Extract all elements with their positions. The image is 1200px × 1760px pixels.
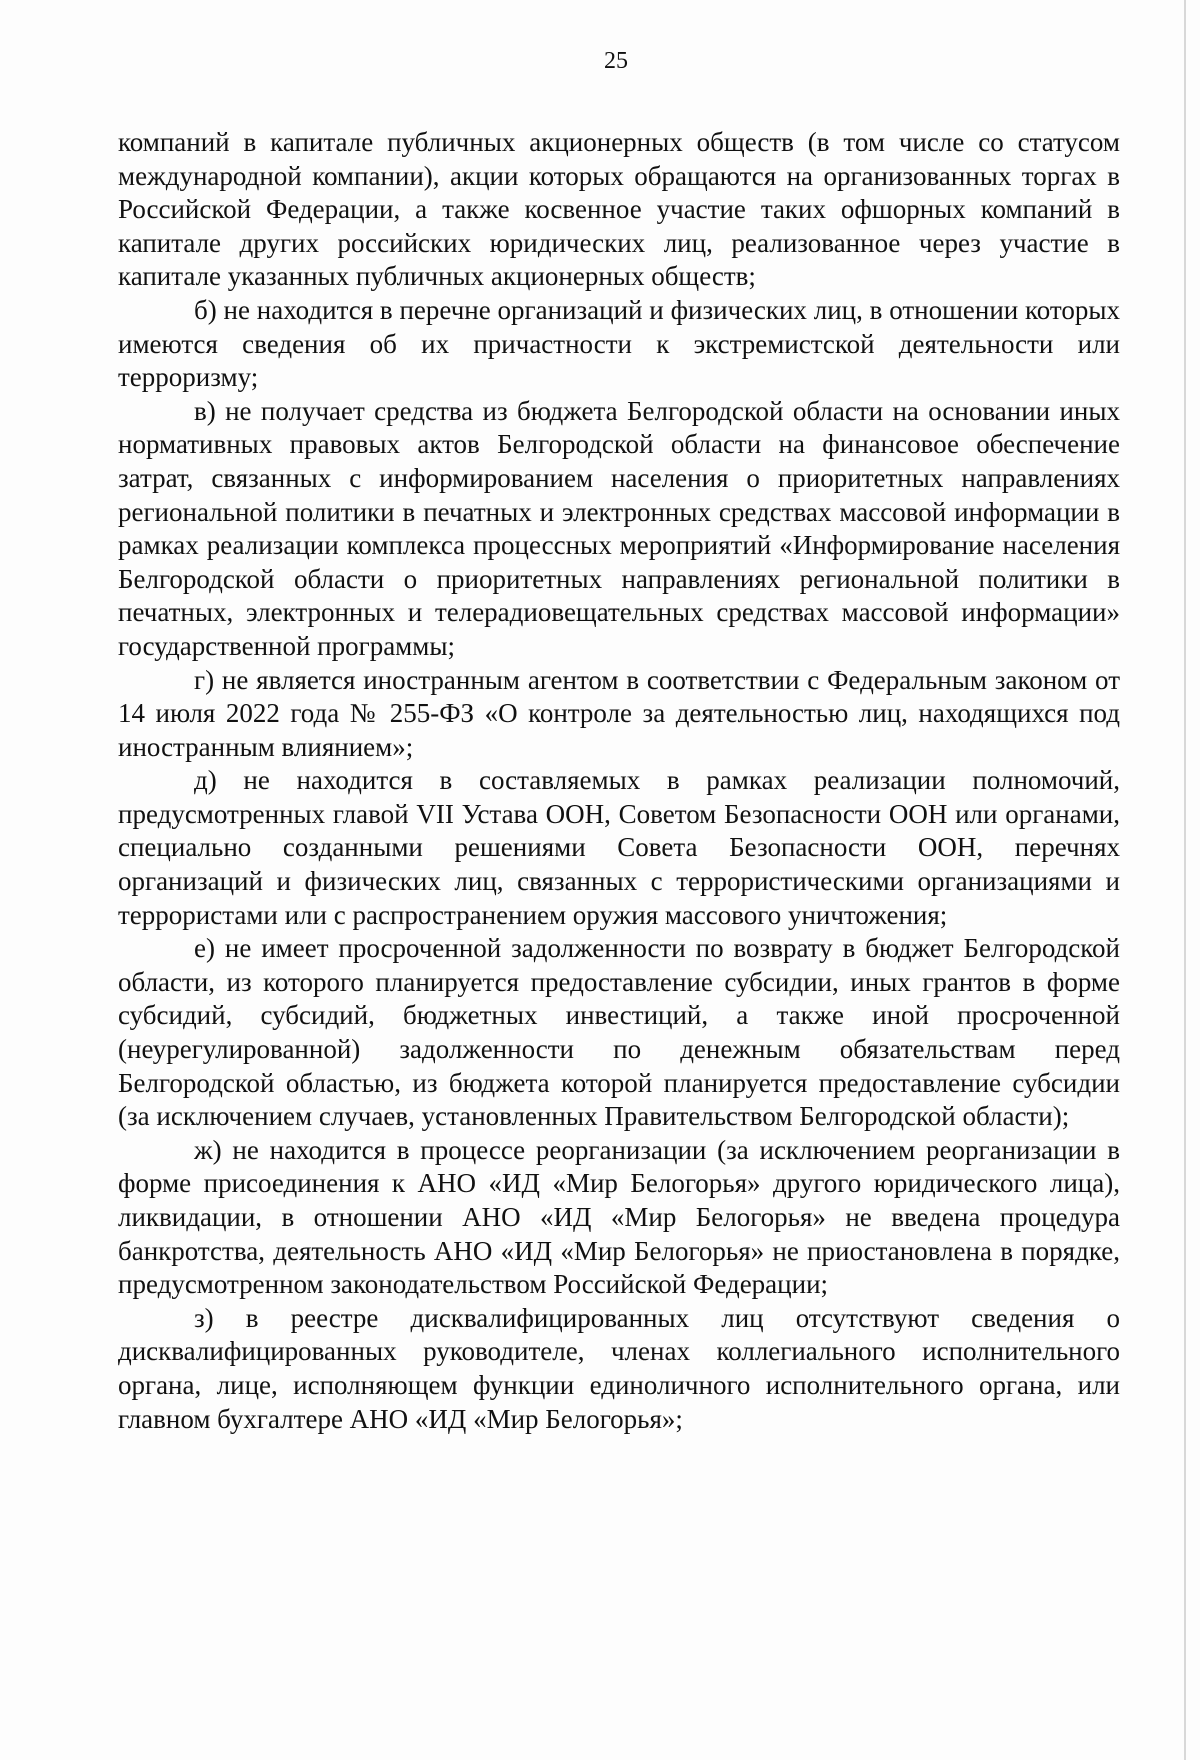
paragraph-continuation: компаний в капитале публичных акционерных обществ (в том числе со статусом международной компании), акции которых обращаются на организованных торгах в Российской Федерации, а также косвенное участие таких офшорных компаний в капитале других российских юридических лиц, реализованное через участие в капитале указанных публичных акционерных обществ;: [118, 127, 1120, 292]
paragraph-item-e: е) не имеет просроченной задолженности по возврату в бюджет Белгородской области, из которого планируется предоставление субсидии, иных грантов в форме субсидий, субсидий, бюджетных инвестиций, а также иной просроченной (неурегулированной) задолженности по денежным обязательствам перед Белгородской областью, из бюджета которой планируется предоставление субсидии (за исключением случаев, установленных Правительством Белгородской области);: [118, 933, 1120, 1132]
paragraph-item-b: б) не находится в перечне организаций и физических лиц, в отношении которых имеются сведения об их причастности к экстремистской деятельности или терроризму;: [118, 294, 1120, 393]
paragraph-item-d: д) не находится в составляемых в рамках реализации полномочий, предусмотренных главой VII Устава ООН, Советом Безопасности ООН или органами, специально созданными решениями Совета Безопасности ООН, перечнях организаций и физических лиц, связанных с террористическими организациями и террористами или с распространением оружия массового уничтожения;: [118, 765, 1120, 930]
page-edge-shadow: [1184, 0, 1186, 1760]
page-number: 25: [604, 48, 628, 74]
paragraph-item-zh: ж) не находится в процессе реорганизации (за исключением реорганизации в форме присоединения к АНО «ИД «Мир Белогорья» другого юридического лица), ликвидации, в отношении АНО «ИД «Мир Белогорья» не введена процедура банкротства, деятельность АНО «ИД «Мир Белогорья» не приостановлена в порядке, предусмотренном законодательством Российской Федерации;: [118, 1134, 1120, 1300]
paragraph-item-z: з) в реестре дисквалифицированных лиц отсутствуют сведения о дисквалифицированных руководителе, членах коллегиального исполнительного органа, лице, исполняющем функции единоличного исполнительного органа, или главном бухгалтере АНО «ИД «Мир Белогорья»;: [118, 1302, 1120, 1434]
document-body: [118, 126, 1120, 1436]
paragraph-item-v: в) не получает средства из бюджета Белгородской области на основании иных нормативных правовых актов Белгородской области на финансовое обеспечение затрат, связанных с информированием населения о приоритетных направлениях региональной политики в печатных и электронных средствах массовой информации в рамках реализации комплекса процессных мероприятий «Информирование населения Белгородской области о приоритетных направлениях региональной политики в печатных, электронных и телерадиовещательных средствах массовой информации» государственной программы;: [118, 395, 1120, 661]
paragraph-item-g: г) не является иностранным агентом в соответствии с Федеральным законом от 14 июля 2022 года № 255-ФЗ «О контроле за деятельностью лиц, находящихся под иностранным влиянием»;: [118, 664, 1120, 762]
